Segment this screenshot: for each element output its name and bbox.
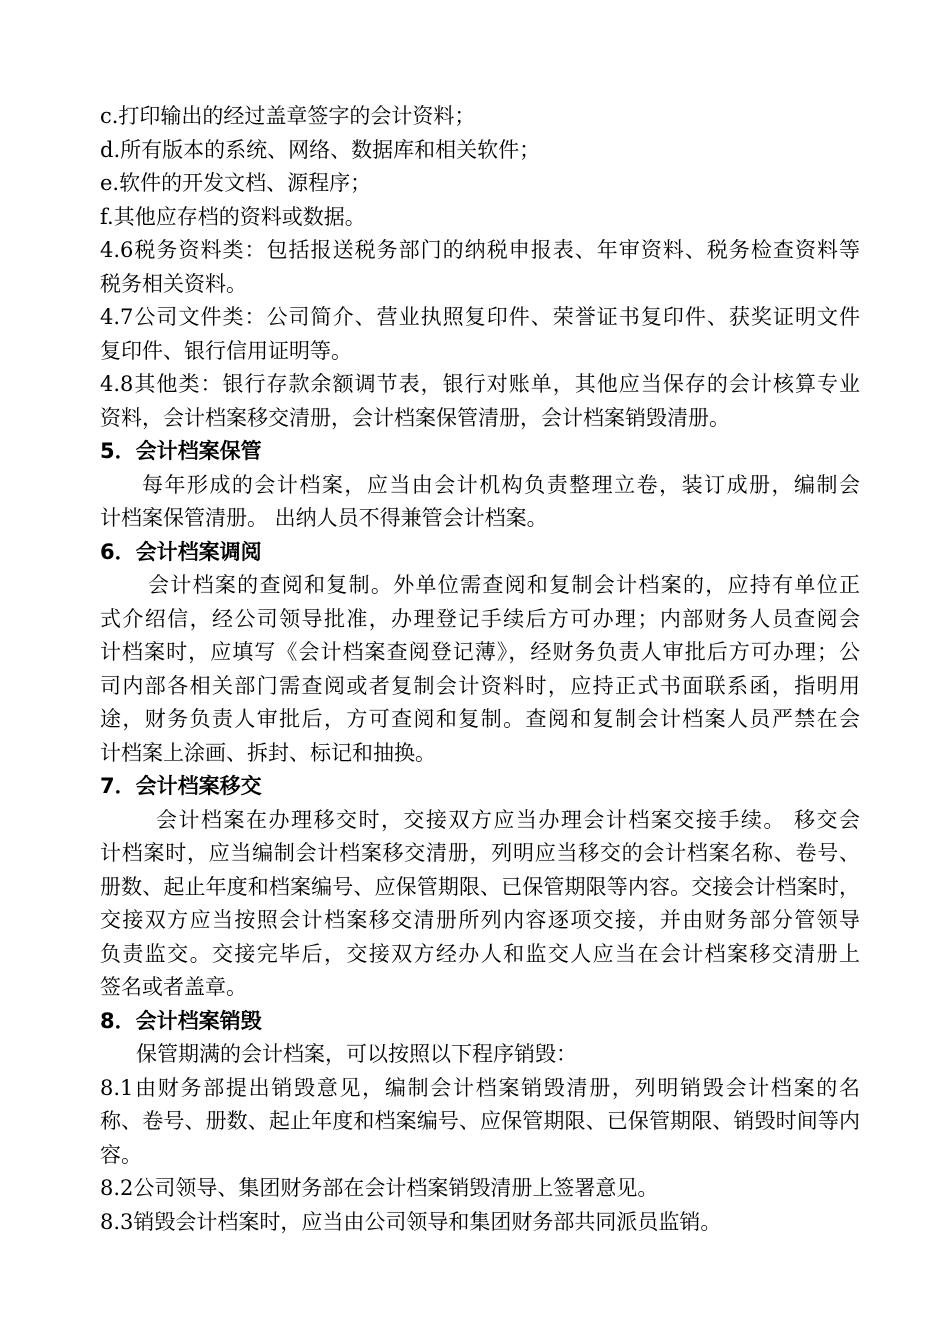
section-5-para-line-2: 计档案保管清册。 出纳人员不得兼管会计档案。 [100, 506, 548, 530]
list-item-d: d.所有版本的系统、网络、数据库和相关软件； [100, 137, 541, 162]
clause-8-1-line-3: 容。 [100, 1142, 142, 1167]
list-item-f: f.其他应存档的资料或数据。 [100, 204, 366, 229]
clause-8-1-line-1: 8.1由财务部提出销毁意见，编制会计档案销毁清册，列明销毁会计档案的名 [100, 1075, 860, 1100]
section-6-para-line-5: 途，财务负责人审批后，方可查阅和复制。查阅和复制会计档案人员严禁在会 [100, 707, 860, 731]
clause-4-7-line-2: 复印件、银行信用证明等。 [100, 338, 352, 363]
clause-4-6-line-2: 税务相关资料。 [100, 271, 247, 296]
section-7-para-line-4: 交接双方应当按照会计档案移交清册所列内容逐项交接，并由财务部分管领导 [100, 908, 860, 932]
section-7-para-line-5: 负责监交。交接完毕后，交接双方经办人和监交人应当在会计档案移交清册上 [100, 941, 860, 966]
section-6-para-line-2: 式介绍信，经公司领导批准，办理登记手续后方可办理；内部财务人员查阅会 [100, 606, 860, 631]
clause-4-7-line-1: 4.7公司文件类：公司简介、营业执照复印件、荣誉证书复印件、获奖证明文件 [100, 305, 860, 329]
document-page [100, 100, 860, 1239]
list-item-e: e.软件的开发文档、源程序； [100, 171, 372, 195]
section-7-para-line-3: 册数、起止年度和档案编号、应保管期限、已保管期限等内容。交接会计档案时， [100, 874, 860, 899]
clause-8-2: 8.2公司领导、集团财务部在会计档案销毁清册上签署意见。 [100, 1176, 659, 1200]
section-6-para-line-3: 计档案时，应填写《会计档案查阅登记薄》，经财务负责人审批后方可办理；公 [100, 640, 860, 664]
clause-8-1-line-2: 称、卷号、册数、起止年度和档案编号、应保管期限、已保管期限、销毁时间等内 [100, 1109, 860, 1133]
clause-8-3: 8.3销毁会计档案时，应当由公司领导和集团财务部共同派员监销。 [100, 1209, 722, 1234]
section-6-heading: 6．会计档案调阅 [100, 539, 262, 564]
section-7-para-line-6: 签名或者盖章。 [100, 975, 247, 999]
clause-4-6-line-1: 4.6税务资料类：包括报送税务部门的纳税申报表、年审资料、税务检查资料等 [100, 238, 860, 262]
section-5-para-line-1: 每年形成的会计档案，应当由会计机构负责整理立卷，装订成册，编制会 [142, 472, 860, 497]
section-7-heading: 7．会计档案移交 [100, 774, 262, 798]
section-7-para-line-1: 会计档案在办理移交时，交接双方应当办理会计档案交接手续。 移交会 [156, 807, 860, 832]
list-item-c: c.打印输出的经过盖章签字的会计资料； [100, 104, 476, 128]
clause-4-8-line-1: 4.8其他类：银行存款余额调节表，银行对账单，其他应当保存的会计核算专业 [100, 372, 860, 396]
section-7-para-line-2: 计档案时，应当编制会计档案移交清册，列明应当移交的会计档案名称、卷号、 [100, 841, 860, 865]
section-8-intro: 保管期满的会计档案，可以按照以下程序销毁： [136, 1042, 577, 1066]
section-6-para-line-1: 会计档案的查阅和复制。外单位需查阅和复制会计档案的，应持有单位正 [148, 573, 860, 597]
clause-4-8-line-2: 资料，会计档案移交清册，会计档案保管清册，会计档案销毁清册。 [100, 405, 730, 430]
section-6-para-line-6: 计档案上涂画、拆封、标记和抽换。 [100, 740, 436, 765]
section-6-para-line-4: 司内部各相关部门需查阅或者复制会计资料时，应持正式书面联系函，指明用 [100, 673, 860, 698]
section-5-heading: 5．会计档案保管 [100, 439, 262, 463]
section-8-heading: 8．会计档案销毁 [100, 1008, 262, 1033]
